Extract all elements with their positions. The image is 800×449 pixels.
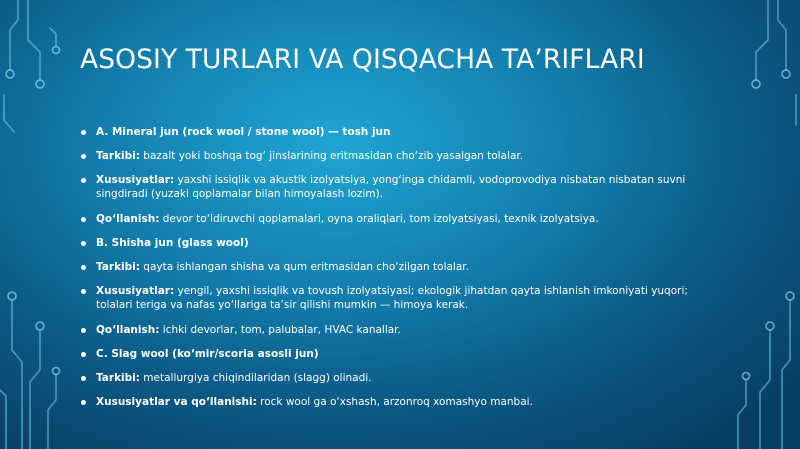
- circuit-node: [36, 80, 44, 88]
- bullet-text: devor to‘ldiruvchi qoplamalari, oyna oraliqlari, tom izolyatsiyasi, texnik izolyatsiya.: [159, 213, 599, 225]
- circuit-node: [36, 322, 44, 330]
- bullet-label: Tarkibi:: [96, 261, 140, 273]
- slide-title: ASOSIY TURLARI VA QISQACHA TA’RIFLARI: [80, 44, 645, 75]
- circuit-line: [760, 330, 770, 449]
- bullet-item: [80, 212, 720, 226]
- bullet-item: [80, 236, 720, 250]
- circuit-node: [786, 292, 794, 300]
- circuit-node: [752, 80, 760, 88]
- bullet-label: Tarkibi:: [96, 150, 140, 162]
- circuit-line: [4, 95, 14, 132]
- bullet-item: [80, 395, 720, 409]
- bullet-list: [80, 125, 720, 419]
- bullet-text: qayta ishlangan shisha va qum eritmasidan cho‘zilgan tolalar.: [139, 261, 469, 273]
- circuit-node: [6, 70, 14, 78]
- bullet-label: Qo‘llanish:: [96, 324, 160, 336]
- bullet-text: bazalt yoki boshqa tog‘ jinslarining eritmasidan cho‘zib yasalgan tolalar.: [139, 150, 524, 162]
- bullet-item: [80, 149, 720, 163]
- circuit-line: [12, 300, 22, 449]
- bullet-text: ichki devorlar, tom, palubalar, HVAC kanallar.: [159, 324, 401, 336]
- bullet-label: Xususiyatlar va qo‘llanishi:: [96, 396, 257, 408]
- circuit-line: [30, 330, 40, 449]
- circuit-node: [743, 373, 750, 380]
- bullet-label: Qo‘llanish:: [96, 213, 160, 225]
- bullet-label: Tarkibi:: [96, 372, 140, 384]
- bullet-text: yaxshi issiqlik va akustik izolyatsiya, yong‘inga chidamli, vodoprovodiya nisbatan nisbatan suvni singdiradi (yuzaki qoplamalar bilan himoyalash lozim).: [96, 174, 686, 200]
- bullet-item: [80, 260, 720, 274]
- bullet-label: A. Mineral jun (rock wool / stone wool) — tosh jun: [96, 126, 391, 138]
- bullet-label: C. Slag wool (ko‘mir/scoria asosli jun): [96, 348, 319, 360]
- circuit-node: [53, 47, 60, 54]
- circuit-line: [0, 390, 6, 449]
- bullet-item: [80, 347, 720, 361]
- circuit-line: [738, 380, 746, 449]
- circuit-line: [50, 28, 56, 46]
- bullet-item: [80, 125, 720, 139]
- bullet-item: [80, 284, 720, 312]
- circuit-line: [782, 300, 790, 449]
- circuit-node: [8, 292, 16, 300]
- bullet-item: [80, 173, 720, 201]
- circuit-node: [782, 70, 790, 78]
- circuit-node: [53, 368, 60, 375]
- circuit-line: [48, 375, 56, 449]
- bullet-label: Xususiyatlar:: [96, 285, 175, 297]
- circuit-line: [28, 0, 40, 80]
- bullet-label: Xususiyatlar:: [96, 174, 175, 186]
- bullet-text: rock wool ga o‘xshash, arzonroq xomashyo manbai.: [256, 396, 533, 408]
- bullet-text: yengil, yaxshi issiqlik va tovush izolyatsiyasi; ekologik jihatdan qayta ishlanish imkoniyati yuqori; tolalari teriga va nafas yo‘llariga ta’sir qilishi mumkin — himoya kerak.: [96, 285, 688, 311]
- bullet-text: metallurgiya chiqindilaridan (slagg) olinadi.: [139, 372, 372, 384]
- circuit-node: [766, 322, 774, 330]
- bullet-item: [80, 323, 720, 337]
- circuit-line: [778, 0, 786, 70]
- bullet-item: [80, 371, 720, 385]
- circuit-line: [10, 0, 18, 70]
- bullet-label: B. Shisha jun (glass wool): [96, 237, 249, 249]
